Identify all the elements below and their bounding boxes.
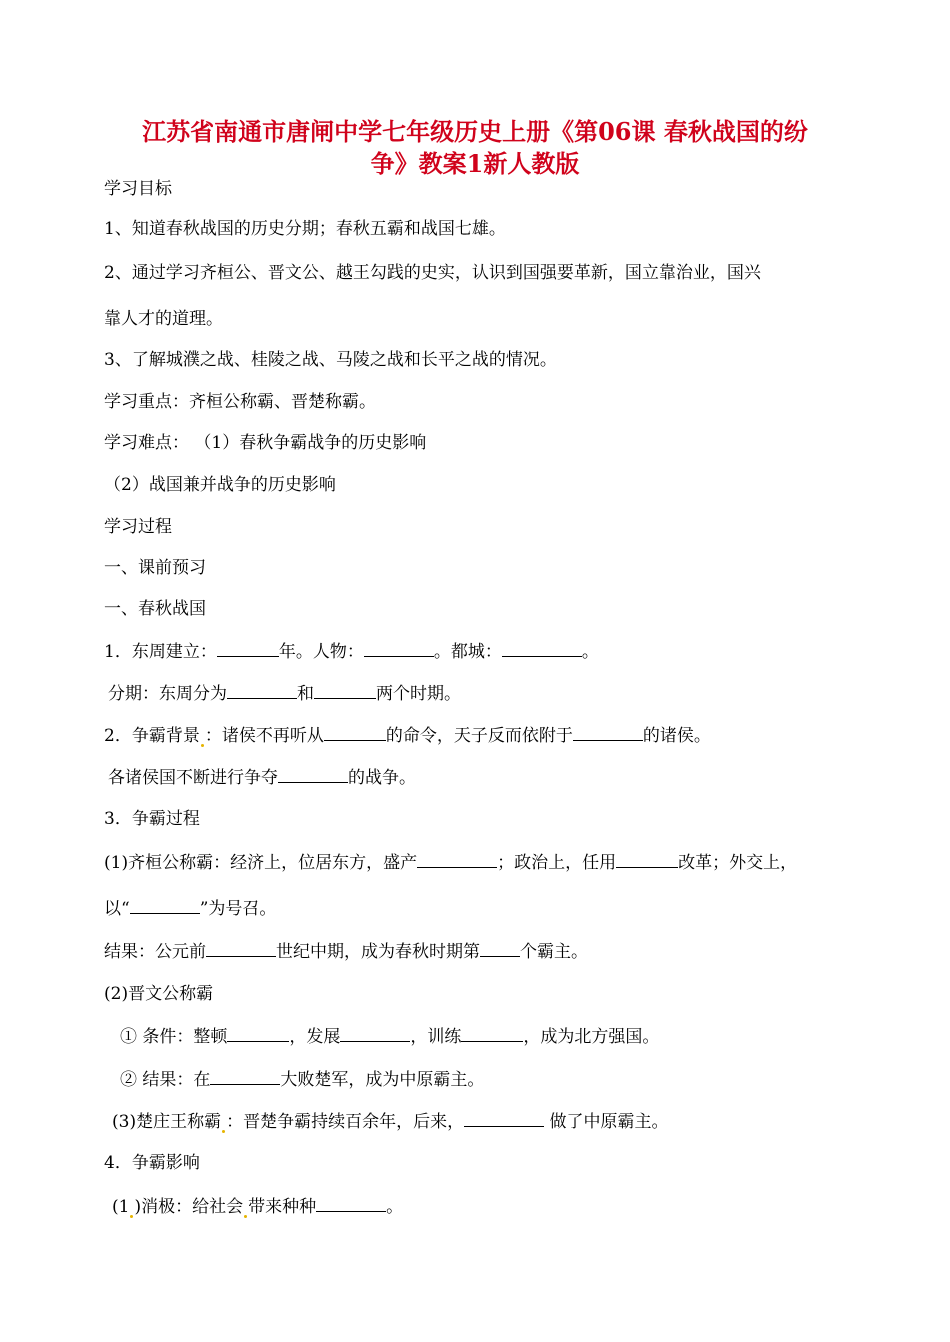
fill-blank	[316, 1195, 386, 1212]
fill-blank	[130, 897, 200, 914]
difficulty-line-1: 学习难点： （1）春秋争霸战争的历史影响	[104, 433, 427, 453]
q3-1b-text-b: ”为号召。	[199, 899, 277, 919]
fill-blank	[227, 682, 297, 699]
preview-heading: 一、课前预习	[104, 558, 206, 578]
q1-text-a: 1．东周建立：	[104, 642, 217, 662]
q3-result-text-c: 个霸主。	[520, 942, 588, 962]
fill-blank	[573, 724, 643, 741]
document-title-line-1: 江苏省南通市唐闸中学七年级历史上册《第06课 春秋战国的纷	[142, 117, 808, 146]
q1-period-b: 和	[297, 684, 314, 704]
q1-period-a: 分期：东周分为	[108, 684, 227, 704]
fill-blank	[464, 1110, 544, 1127]
objective-3: 3、了解城濮之战、桂陵之战、马陵之战和长平之战的情况。	[104, 350, 557, 370]
question-3-1	[104, 851, 797, 874]
fill-blank	[364, 640, 434, 657]
q3-2-cond-c: ，训练	[410, 1027, 462, 1047]
fill-blank	[480, 940, 520, 957]
fill-blank	[278, 766, 348, 783]
fill-blank	[314, 682, 376, 699]
edit-mark-icon	[201, 744, 204, 747]
edit-mark-icon	[130, 1215, 133, 1218]
section-heading: 一、春秋战国	[104, 599, 206, 619]
question-3-1b	[104, 897, 276, 920]
q3-1-text-a: (1)齐桓公称霸：经济上，位居东方，盛产	[104, 853, 418, 873]
q1-text-b: 年。人物：	[278, 642, 364, 662]
question-3-heading: 3．争霸过程	[104, 809, 200, 829]
objectives-heading: 学习目标	[104, 179, 172, 199]
edit-mark-icon	[222, 1130, 225, 1133]
objective-1: 1、知道春秋战国的历史分期；春秋五霸和战国七雄。	[104, 219, 506, 239]
q2-text-a: 2．争霸背景	[104, 726, 200, 746]
q3-1-text-c: 改革；外交上，	[678, 853, 798, 873]
key-point: 学习重点：齐桓公称霸、晋楚称霸。	[104, 392, 376, 412]
q1-period-c: 两个时期。	[376, 684, 461, 704]
question-1	[104, 640, 599, 663]
q3-1b-text-a: 以“	[104, 899, 130, 919]
fill-blank	[417, 851, 497, 868]
process-heading: 学习过程	[104, 517, 172, 537]
q4-1-text-a: (1	[112, 1197, 130, 1217]
q3-2-cond-a: ① 条件：整顿	[120, 1027, 228, 1047]
question-3-2-heading: (2)晋文公称霸	[104, 984, 214, 1004]
question-3-2-condition	[120, 1025, 659, 1048]
q3-1-text-b: ；政治上，任用	[497, 853, 617, 873]
q4-1-text-c: 带来种种	[248, 1197, 317, 1217]
fill-blank	[461, 1025, 523, 1042]
question-2	[104, 724, 711, 747]
q3-2-result-a: ② 结果：在	[120, 1070, 211, 1090]
q4-1-text-d: 。	[386, 1197, 404, 1217]
question-3-result	[104, 940, 588, 963]
question-2-b	[108, 766, 416, 789]
q3-result-text-b: 世纪中期，成为春秋时期第	[276, 942, 480, 962]
fill-blank	[210, 1068, 280, 1085]
q2-text-b: ：诸侯不再听从	[204, 726, 324, 746]
q3-2-cond-d: ，成为北方强国。	[523, 1027, 660, 1047]
document-title-line-2: 争》教案1新人教版	[370, 149, 580, 178]
q3-3-text-a: (3)楚庄王称霸	[112, 1112, 222, 1132]
q3-2-result-b: 大败楚军，成为中原霸主。	[280, 1070, 485, 1090]
fill-blank	[227, 1025, 289, 1042]
fill-blank	[217, 640, 279, 657]
question-4-1	[112, 1195, 403, 1218]
fill-blank	[206, 940, 276, 957]
objective-2-line-1: 2、通过学习齐桓公、晋文公、越王勾践的史实，认识到国强要革新，国立靠治业，国兴	[104, 263, 761, 283]
q2-text-d: 的诸侯。	[642, 726, 711, 746]
question-3-2-result	[120, 1068, 484, 1091]
objective-2-line-2: 靠人才的道理。	[104, 309, 223, 329]
q3-3-text-b: ：晋楚争霸持续百余年，后来，	[226, 1112, 465, 1132]
question-3-3	[112, 1110, 669, 1133]
question-1-period	[108, 682, 461, 705]
question-4-heading: 4．争霸影响	[104, 1153, 200, 1173]
q1-text-d: 。	[581, 642, 599, 662]
q3-result-text-a: 结果：公元前	[104, 942, 206, 962]
q3-3-text-c: 做了中原霸主。	[544, 1112, 669, 1132]
q1-text-c: 。都城：	[433, 642, 502, 662]
difficulty-line-2: （2）战国兼并战争的历史影响	[104, 475, 336, 495]
fill-blank	[340, 1025, 410, 1042]
q4-1-text-b: )消极：给社会	[134, 1197, 244, 1217]
fill-blank	[616, 851, 678, 868]
q2-text-c: 的命令，天子反而依附于	[385, 726, 573, 746]
fill-blank	[502, 640, 582, 657]
q2b-text-b: 的战争。	[348, 768, 416, 788]
edit-mark-icon	[244, 1215, 247, 1218]
q3-2-cond-b: ，发展	[289, 1027, 341, 1047]
q2b-text-a: 各诸侯国不断进行争夺	[108, 768, 278, 788]
fill-blank	[324, 724, 386, 741]
